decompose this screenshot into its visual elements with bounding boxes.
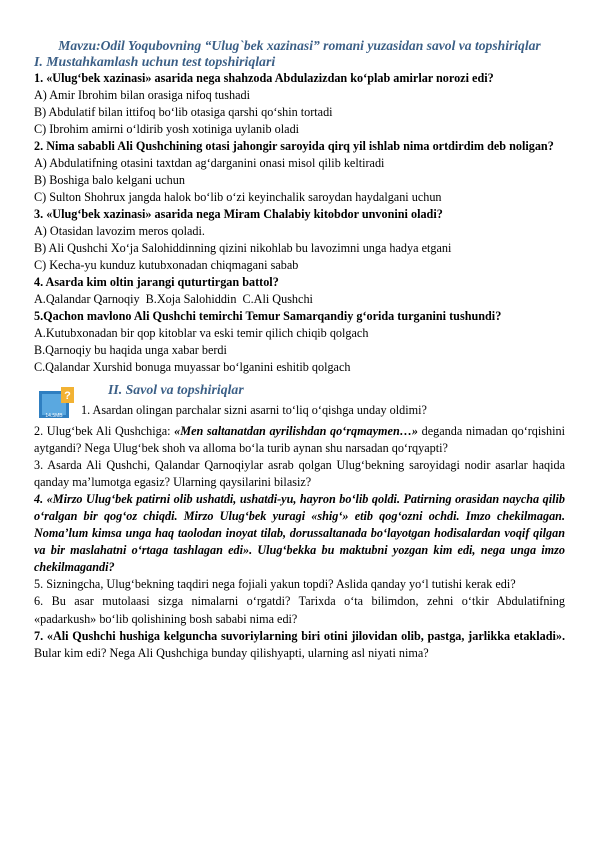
task-2-quote: «Men saltanatdan ayrilishdan qo‘rqmaymen…»	[174, 423, 419, 438]
answer-5a: A.Kutubxonadan bir qop kitoblar va eski temir qilich chiqib qolgach	[34, 325, 369, 340]
section2-heading: II. Savol va topshiriqlar	[108, 381, 244, 397]
answer-1a: A) Amir Ibrohim bilan orasiga nifoq tushadi	[34, 87, 250, 102]
task-2-start: 2. Ulug‘bek Ali Qushchiga:	[34, 423, 175, 438]
document-title: Mavzu:Odil Yoqubovning “Ulug`bek xazinasi” romani yuzasidan savol va topshiriqlar	[58, 38, 541, 53]
task-2-end: deganda nimadan qo‘rqishini aytgandi? Nega Ulug‘bek shoh va alloma bo‘la turib aynan shu narsadan qo‘rqyapti?	[34, 423, 565, 455]
question-2: 2. Nima sababli Ali Qushchining otasi jahongir saroyida qirq yil ishlab nima ortdirdim deb noligan?	[34, 138, 554, 153]
task-3: 3. Asarda Ali Qushchi, Qalandar Qarnoqiylar asrab qolgan Ulug‘bekning saroyidagi nodir asarlar haqida qanday ma’lumotga egasiz? Ularning qaysilarini bilasiz?	[34, 457, 565, 489]
question-5: 5.Qachon mavlono Ali Qushchi temirchi Temur Samarqandiy g‘orida turganini tushundi?	[34, 308, 502, 323]
question-4: 4. Asarda kim oltin jarangi quturtirgan battol?	[34, 274, 279, 289]
task-4: 4. «Mirzo Ulug‘bek patirni olib ushatdi, ushatdi-yu, hayron bo‘lib qoldi. Patirning orasidan naycha qilib o‘ralgan bir qog‘oz chiqdi. Mirzo Ulug‘bek yuragi «shig‘» etib qog‘ozni ochdi. Imzo chekilmagan. Noma’lum kimsa unga haq taolodan inoyat tilab, dorussaltanada bo‘layotgan hodisalardan voqif qilgan va bir maslahatni o‘rtaga tashlagan edi». Ulug‘bekka bu maktubni yozgan kim edi, nega unga imzo chekilmagandi?	[34, 491, 565, 575]
task-6: 6. Bu asar mutolaasi sizga nimalarni o‘rgatdi? Tarixda o‘ta bilimdon, zehni o‘tkir Abdulatifning «padarkush» bo‘lib qolishining bosh sababi nima edi?	[34, 594, 565, 626]
task-7-quote: 7. «Ali Qushchi hushiga kelguncha suvoriylarning biri otini jilovidan olib, pastga, jarlikka etakladi».	[34, 628, 565, 643]
task-5: 5. Sizningcha, Ulug‘bekning taqdiri nega fojiali yakun topdi? Aslida qanday yo‘l tutishi kerak edi?	[34, 577, 516, 592]
answer-3b: B) Ali Qushchi Xo‘ja Salohiddinning qizini nikohlab bu lavozimni unga hadya etgani	[34, 240, 452, 255]
answer-2c: C) Sulton Shohrux jangda halok bo‘lib o‘zi keyinchalik saroydan haydalgani uchun	[34, 189, 442, 204]
question-3: 3. «Ulug‘bek xazinasi» asarida nega Miram Chalabiy kitobdor unvonini oladi?	[34, 206, 443, 221]
question-1: 1. «Ulug‘bek xazinasi» asarida nega shahzoda Abdulazizdan ko‘plab amirlar norozi edi?	[34, 70, 494, 85]
svg-text:?: ?	[64, 389, 71, 402]
answer-1c: C) Ibrohim amirni o‘ldirib yosh xotiniga uylanib oladi	[34, 121, 300, 136]
answer-1b: B) Abdulatif bilan ittifoq bo‘lib otasiga qarshi qo‘shin tortadi	[34, 104, 333, 119]
task-1: 1. Asardan olingan parchalar sizni asarni to‘liq o‘qishga unday oldimi?	[81, 402, 427, 417]
section2-header	[34, 380, 565, 423]
document-page	[34, 38, 565, 662]
task-2	[34, 423, 565, 457]
answer-5c: C.Qalandar Xurshid bonuga muyassar bo‘lganini eshitib qolgach	[34, 359, 351, 374]
task-7-rest: Bular kim edi? Nega Ali Qushchiga bunday qilishyapti, ularning asl niyati nima?	[34, 645, 429, 660]
answer-2a: A) Abdulatifning otasini taxtdan ag‘darganini onasi misol qilib keltiradi	[34, 155, 385, 170]
task-7	[34, 628, 565, 662]
answer-2b: B) Boshiga balo kelgani uchun	[34, 172, 185, 187]
answer-3a: A) Otasidan lavozim meros qoladi.	[34, 223, 205, 238]
question-book-icon	[37, 386, 77, 420]
answer-4-options: A.Qalandar Qarnoqiy B.Xoja Salohiddin C.Ali Qushchi	[34, 291, 313, 306]
answer-5b: B.Qarnoqiy bu haqida unga xabar berdi	[34, 342, 227, 357]
icon-label: 14.5MB	[45, 412, 63, 419]
answer-3c: C) Kecha-yu kunduz kutubxonadan chiqmagani sabab	[34, 257, 299, 272]
section1-heading: I. Mustahkamlash uchun test topshiriqlari	[34, 53, 276, 69]
